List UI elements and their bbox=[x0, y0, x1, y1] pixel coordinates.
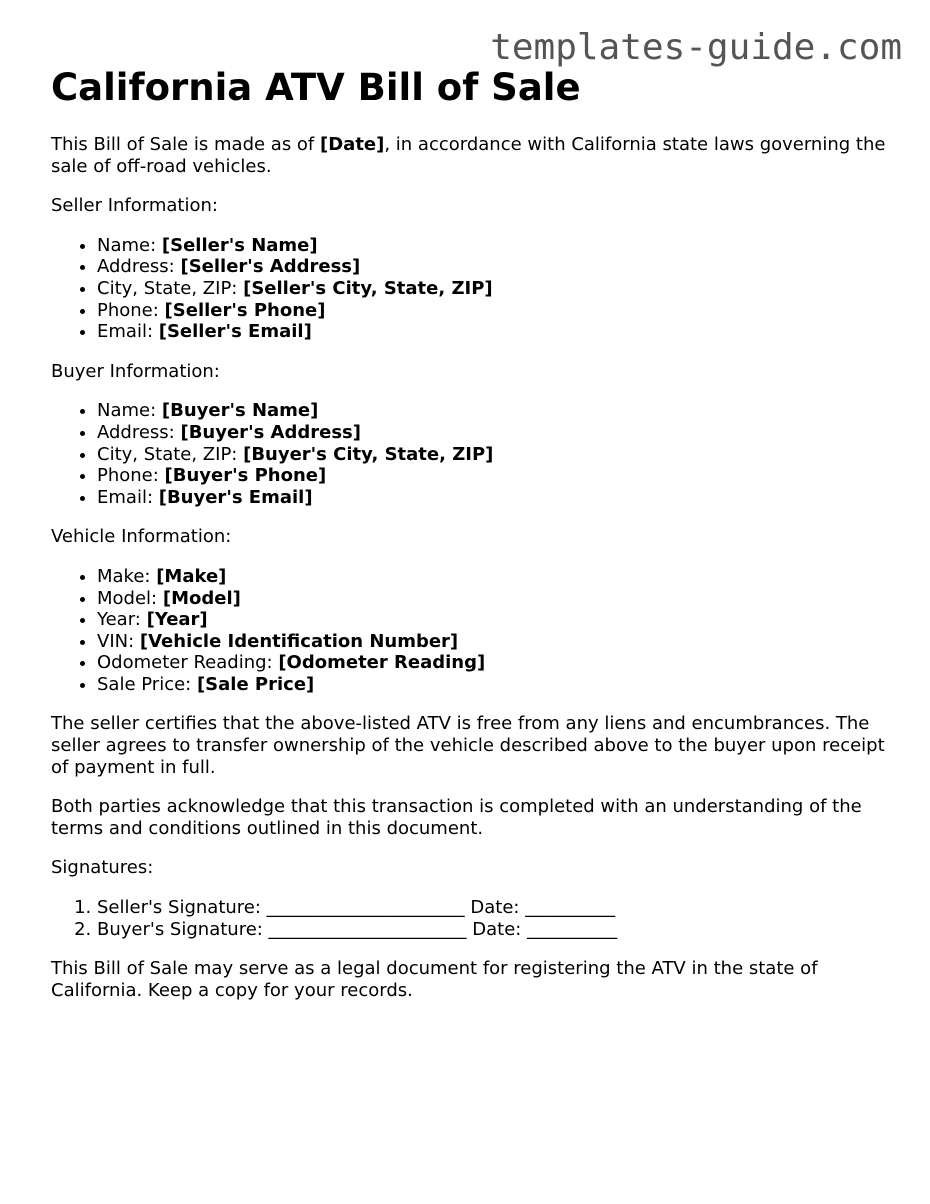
item-label: Email: bbox=[97, 486, 159, 508]
date-placeholder: [Date] bbox=[320, 134, 385, 155]
signatures-heading: Signatures: bbox=[51, 857, 154, 879]
list-item bbox=[97, 321, 891, 343]
seller-list bbox=[51, 235, 891, 343]
item-value: [Year] bbox=[146, 609, 208, 631]
item-value: [Seller's Address] bbox=[180, 256, 361, 278]
list-item bbox=[97, 278, 891, 300]
list-item bbox=[97, 588, 891, 610]
certification-paragraph: The seller certifies that the above-listed ATV is free from any liens and encumbrances. The seller agrees to transfer ownership of the vehicle described above to the buyer upon receipt of payment in full. bbox=[51, 713, 885, 778]
intro-paragraph bbox=[51, 134, 891, 177]
item-value: [Seller's Email] bbox=[158, 321, 312, 343]
list-item bbox=[97, 444, 891, 466]
item-value: [Vehicle Identification Number] bbox=[139, 630, 459, 652]
item-label: Address: bbox=[97, 421, 181, 443]
item-value: [Model] bbox=[162, 587, 241, 609]
vehicle-heading: Vehicle Information: bbox=[51, 526, 232, 548]
item-value: [Odometer Reading] bbox=[278, 652, 486, 674]
page-title: California ATV Bill of Sale bbox=[51, 66, 581, 109]
intro-text-after: , in accordance with California state laws governing the sale of off-road vehicles. bbox=[51, 134, 886, 177]
list-item bbox=[97, 235, 891, 257]
list-item bbox=[97, 674, 891, 696]
list-item bbox=[97, 300, 891, 322]
item-value: [Sale Price] bbox=[196, 673, 315, 695]
list-item bbox=[97, 609, 891, 631]
item-value: [Buyer's Email] bbox=[158, 486, 313, 508]
list-item bbox=[97, 465, 891, 487]
item-label: Name: bbox=[97, 234, 162, 256]
item-value: [Make] bbox=[156, 565, 227, 587]
item-label: Make: bbox=[97, 565, 157, 587]
acknowledgement-paragraph: Both parties acknowledge that this transaction is completed with an understanding of the terms and conditions outlined in this document. bbox=[51, 796, 862, 839]
item-label: Address: bbox=[97, 256, 181, 278]
list-item bbox=[97, 487, 891, 509]
item-value: [Seller's City, State, ZIP] bbox=[243, 277, 493, 299]
item-value: [Seller's Phone] bbox=[164, 299, 326, 321]
item-label: City, State, ZIP: bbox=[97, 277, 244, 299]
item-label: City, State, ZIP: bbox=[97, 443, 244, 465]
vehicle-list bbox=[51, 566, 891, 696]
item-value: [Buyer's Name] bbox=[161, 400, 319, 422]
item-label: Model: bbox=[97, 587, 163, 609]
buyer-list bbox=[51, 400, 891, 508]
closing-paragraph: This Bill of Sale may serve as a legal document for registering the ATV in the state of California. Keep a copy for your records. bbox=[51, 958, 818, 1001]
item-value: [Buyer's Address] bbox=[180, 421, 361, 443]
seller-heading: Seller Information: bbox=[51, 195, 218, 217]
document bbox=[51, 64, 891, 1001]
list-item bbox=[97, 652, 891, 674]
item-label: Sale Price: bbox=[97, 673, 197, 695]
list-item bbox=[97, 256, 891, 278]
item-label: Odometer Reading: bbox=[97, 652, 279, 674]
list-item bbox=[97, 566, 891, 588]
list-item bbox=[97, 631, 891, 653]
item-label: Name: bbox=[97, 400, 162, 422]
item-label: Phone: bbox=[97, 299, 165, 321]
list-item bbox=[97, 400, 891, 422]
buyer-heading: Buyer Information: bbox=[51, 360, 220, 382]
item-label: VIN: bbox=[97, 630, 140, 652]
list-item bbox=[97, 422, 891, 444]
signature-line-buyer: 2. Buyer's Signature: ______________________ Date: __________ bbox=[97, 919, 891, 941]
item-value: [Seller's Name] bbox=[161, 234, 318, 256]
watermark: templates-guide.com bbox=[490, 27, 902, 68]
intro-text-before: This Bill of Sale is made as of bbox=[51, 134, 320, 155]
item-label: Email: bbox=[97, 321, 159, 343]
signature-line-seller: 1. Seller's Signature: ______________________ Date: __________ bbox=[97, 897, 891, 919]
item-value: [Buyer's Phone] bbox=[164, 465, 327, 487]
signatures-list bbox=[51, 897, 891, 940]
item-label: Phone: bbox=[97, 465, 165, 487]
item-label: Year: bbox=[97, 609, 147, 631]
item-value: [Buyer's City, State, ZIP] bbox=[243, 443, 494, 465]
